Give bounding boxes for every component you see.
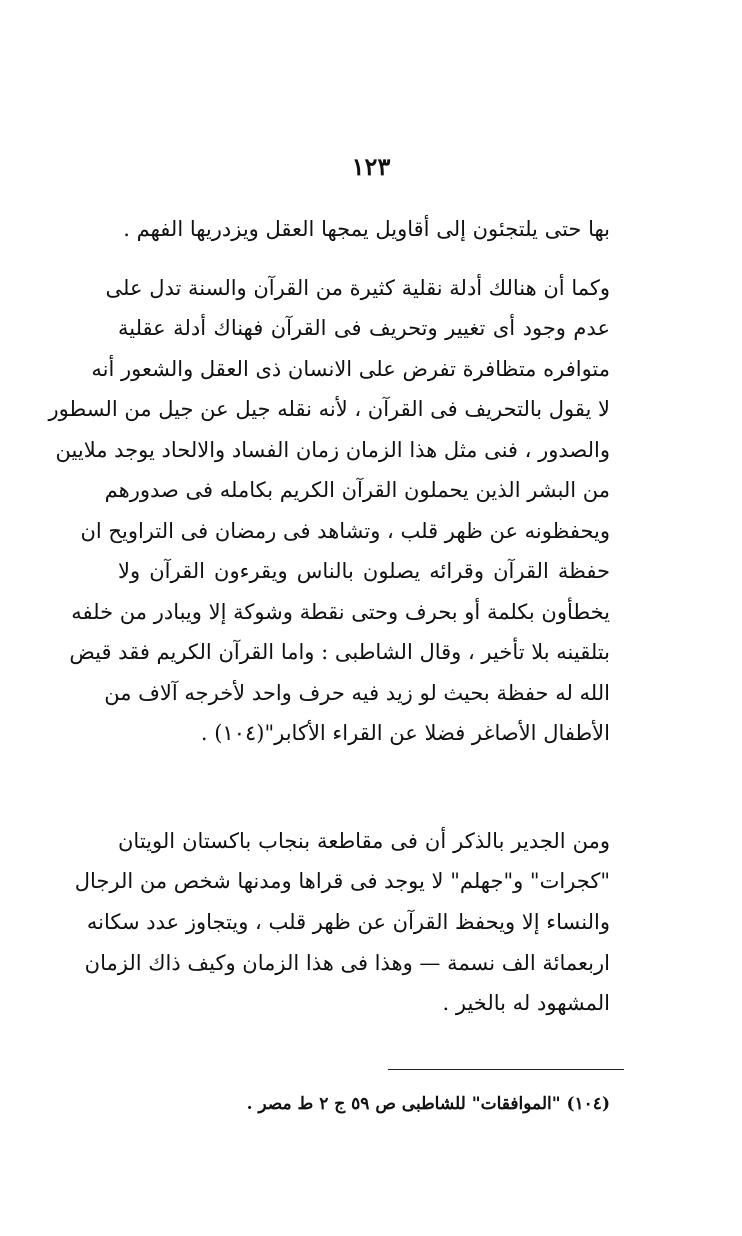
text-line: المشهود له بالخير . [442,991,610,1015]
page-number: ١٢٣ [351,152,391,181]
text-line: وكما أن هنالك أدلة نقلية كثيرة من القرآن والسنة تدل على [105,276,610,300]
text-line: الله له حفظة بحيث لو زيد فيه حرف واحد لأخرجه آلاف من [104,681,610,705]
text-line: حفظة القرآن وقرائه يصلون بالناس ويقرءون القرآن ولا [118,559,610,583]
footnote-divider [388,1069,624,1070]
text-line: ومن الجدير بالذكر أن فى مقاطعة بنجاب باكستان الويتان [118,829,610,853]
text-line: اربعمائة الف نسمة — وهذا فى هذا الزمان وكيف ذاك الزمان [84,951,610,975]
text-line: والصدور ، فنى مثل هذا الزمان زمان الفساد والالحاد يوجد ملايين [55,438,610,462]
text-line: ويحفظونه عن ظهر قلب ، وتشاهد فى رمضان فى التراويح ان [80,519,610,543]
text-line: من البشر الذين يحملون القرآن الكريم بكامله فى صدورهم [104,478,610,502]
text-line: بتلقينه بلا تأخير ، وقال الشاطبى : واما القرآن الكريم فقد قيض [69,640,610,664]
text-line: عدم وجود أى تغيير وتحريف فى القرآن فهناك أدلة عقلية [118,316,610,340]
text-line: والنساء إلا ويحفظ القرآن عن ظهر قلب ، ويتجاوز عدد سكانه [86,910,610,934]
text-line: "كجرات" و"جهلم" لا يوجد فى قراها ومدنها شخص من الرجال [74,869,610,893]
text-line: متوافره متظافرة تفرض على الانسان ذى العقل والشعور أنه [91,357,610,381]
text-line: بها حتى يلتجئون إلى أقاويل يمجها العقل ويزدريها الفهم . [123,217,610,241]
text-line: لا يقول بالتحريف فى القرآن ، لأنه نقله جيل عن جيل من السطور [48,397,610,421]
footnote: (١٠٤) "الموافقات" للشاطبى ص ٥٩ ج ٢ ط مصر . [246,1094,610,1114]
text-line: يخطأون بكلمة أو بحرف وحتى نقطة وشوكة إلا ويبادر من خلفه [71,600,610,624]
text-line: الأطفال الأصاغر فضلا عن القراء الأكابر"(١٠٤) . [200,721,610,745]
